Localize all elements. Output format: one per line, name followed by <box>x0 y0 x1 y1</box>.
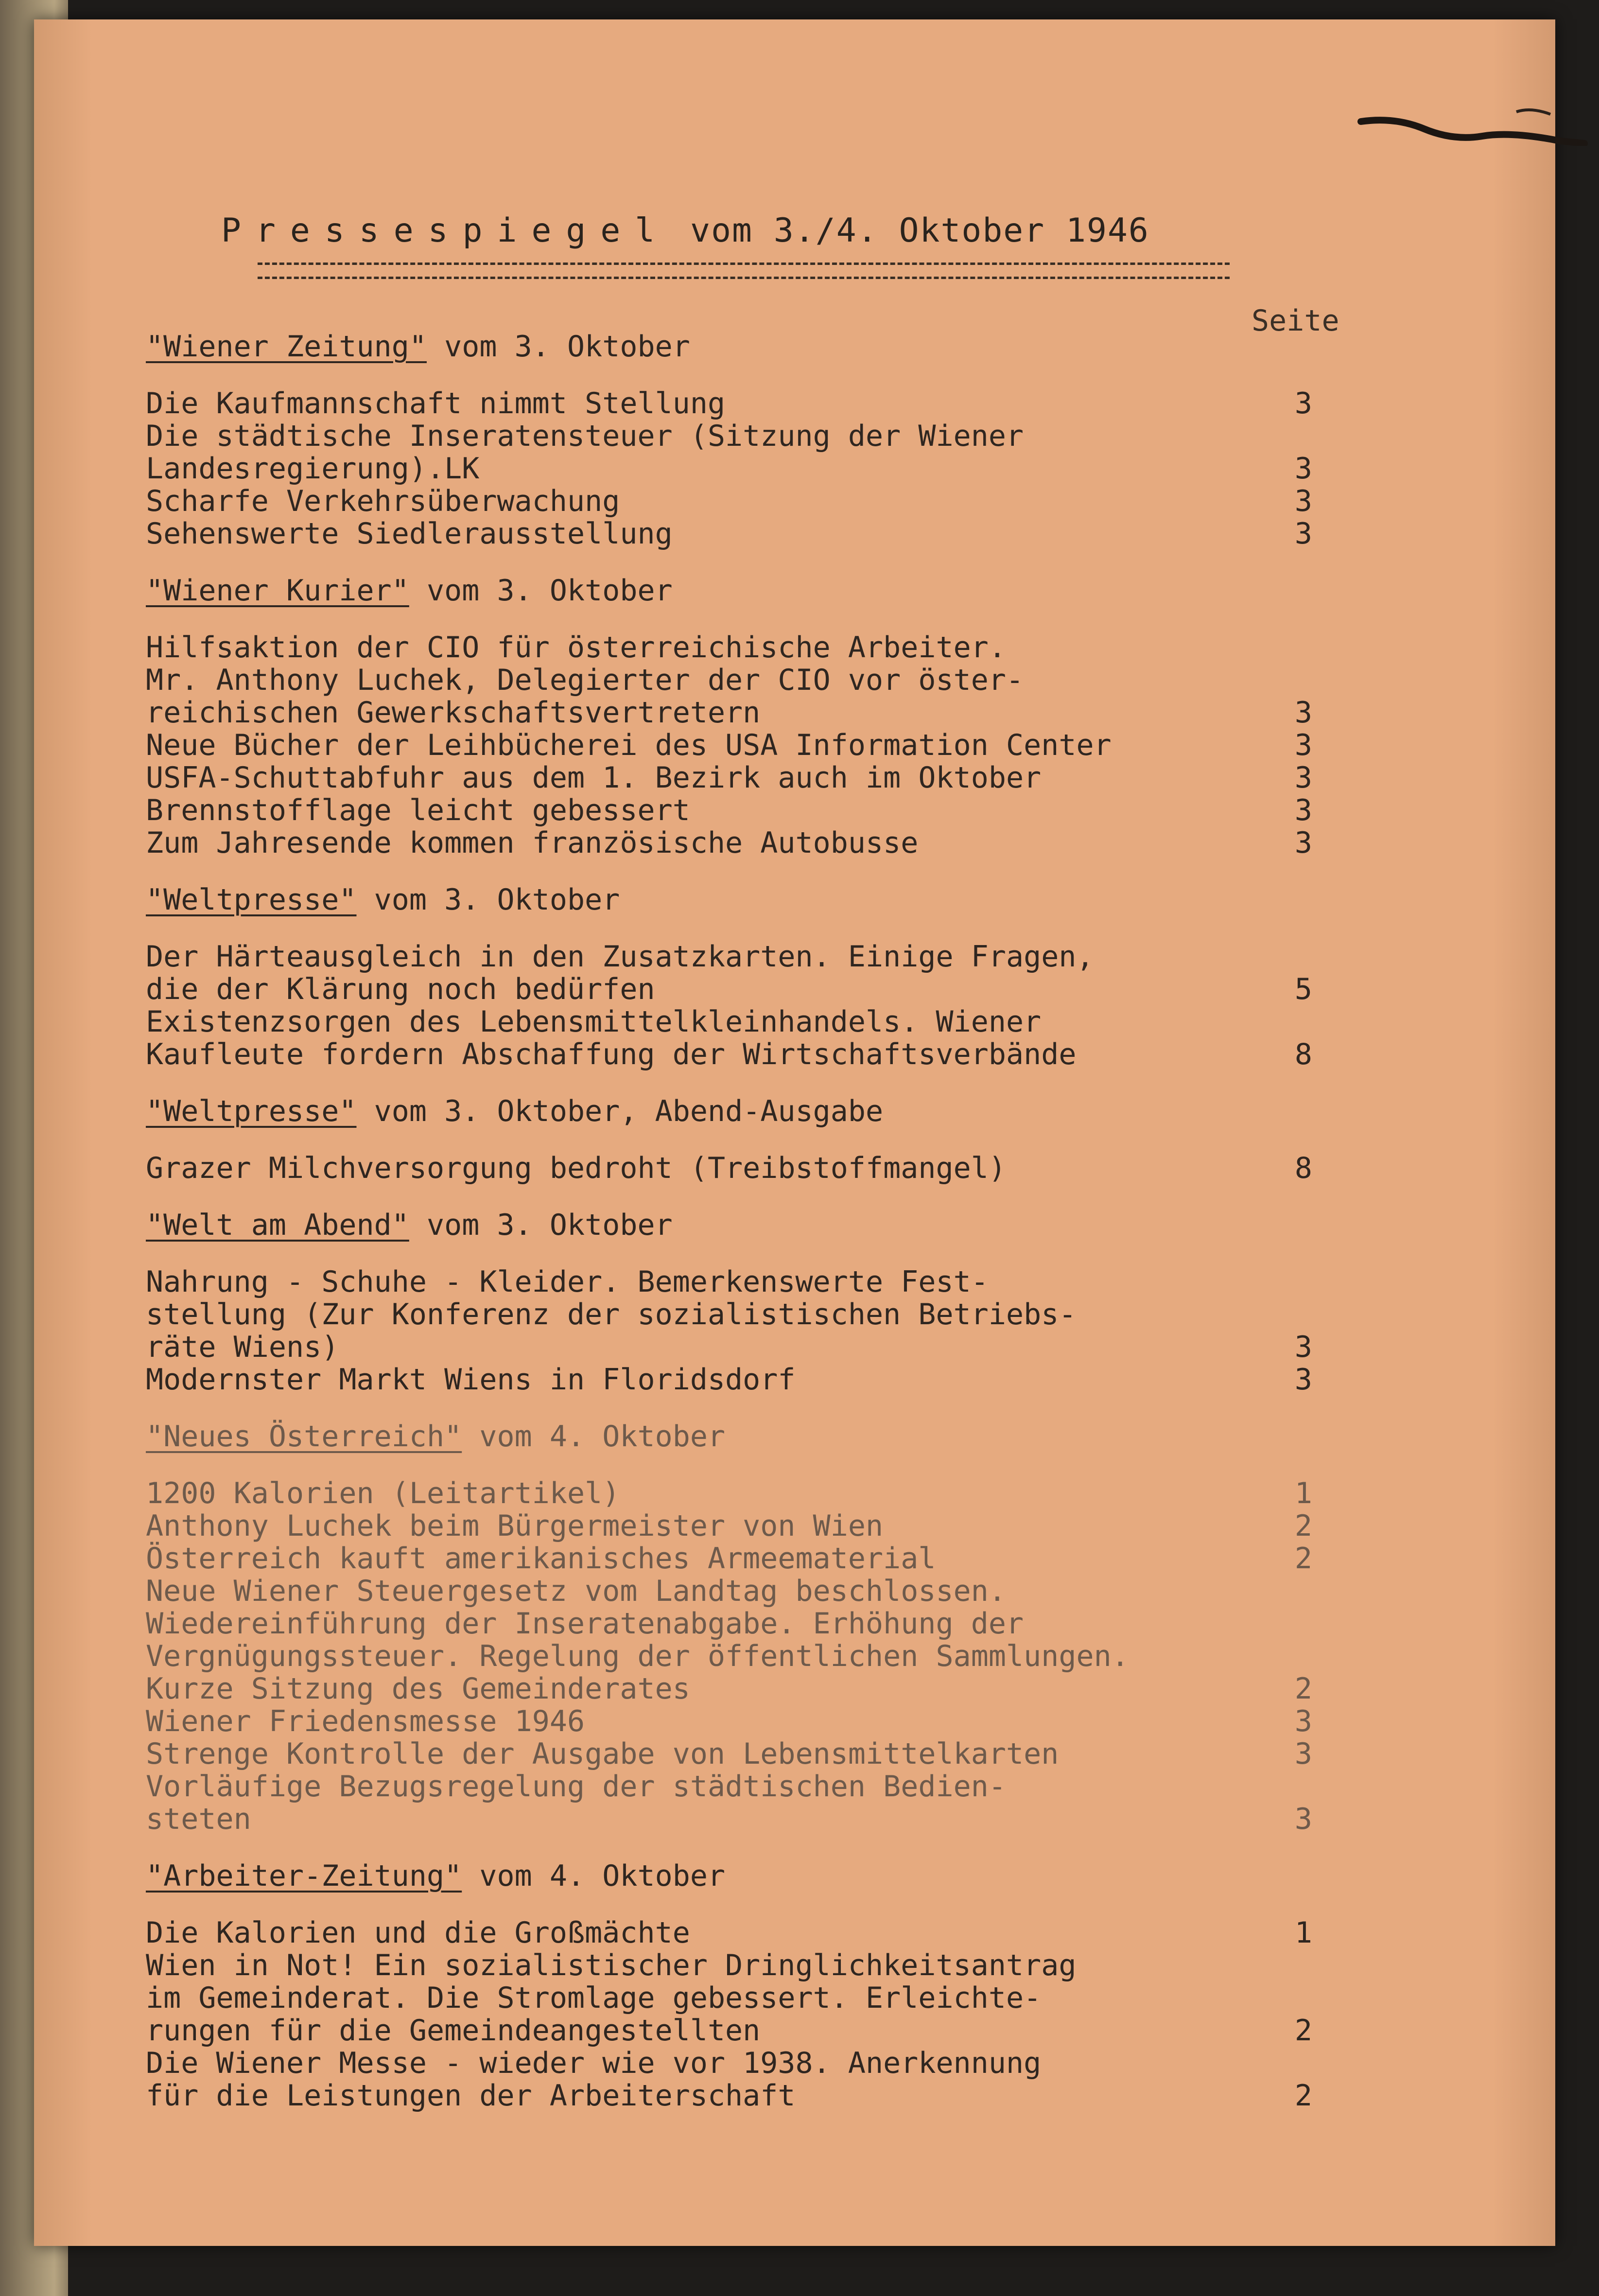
page-number: 2 <box>1294 1509 1312 1543</box>
issue-date: vom 3. Oktober <box>374 883 620 917</box>
press-review-list <box>146 331 1341 2137</box>
article-entry <box>146 1949 1312 2047</box>
article-title: Kurze Sitzung des Gemeinderates <box>146 1672 690 1706</box>
page-number: 3 <box>1294 517 1312 551</box>
page-column-header: Seite <box>1251 304 1339 338</box>
page-number: 3 <box>1294 793 1312 827</box>
article-title: Wiener Friedensmesse 1946 <box>146 1704 585 1738</box>
page-number: 3 <box>1294 761 1312 795</box>
page-number: 5 <box>1294 972 1312 1006</box>
article-entry <box>146 1770 1312 1836</box>
article-title: Existenzsorgen des Lebensmittelkleinhandels. Wiener Kaufleute fordern Abschaffung der Wirtschaftsverbände <box>146 1005 1077 1071</box>
article-title: Der Härteausgleich in den Zusatzkarten. Einige Fragen, die der Klärung noch bedürfen <box>146 940 1094 1006</box>
page-number: 3 <box>1294 1330 1312 1364</box>
newspaper-name: "Neues Österreich" <box>146 1420 462 1454</box>
page-number: 8 <box>1294 1037 1312 1071</box>
page-number: 3 <box>1294 826 1312 860</box>
title-date: vom 3./4. Oktober 1946 <box>690 211 1149 250</box>
article-entry <box>146 941 1312 1006</box>
article-title: Österreich kauft amerikanisches Armeematerial <box>146 1542 936 1576</box>
article-entry <box>146 2047 1312 2112</box>
article-entry <box>146 1477 1312 1510</box>
article-entry <box>146 1152 1312 1185</box>
article-entry <box>146 729 1312 762</box>
section-header <box>146 1095 1341 1128</box>
page-number: 2 <box>1294 1672 1312 1706</box>
article-entry <box>146 1673 1312 1705</box>
newspaper-section <box>146 884 1341 1071</box>
article-title: Grazer Milchversorgung bedroht (Treibstoffmangel) <box>146 1151 1007 1185</box>
article-title: Die Kalorien und die Großmächte <box>146 1916 690 1950</box>
article-title: Strenge Kontrolle der Ausgabe von Lebensmittelkarten <box>146 1737 1059 1771</box>
article-title: Anthony Luchek beim Bürgermeister von Wien <box>146 1509 884 1543</box>
article-entry <box>146 1917 1312 1949</box>
article-entry <box>146 1738 1312 1770</box>
page-number: 3 <box>1294 1363 1312 1397</box>
article-title: Modernster Markt Wiens in Floridsdorf <box>146 1363 796 1397</box>
article-entry <box>146 1266 1312 1364</box>
section-header <box>146 1860 1341 1893</box>
newspaper-section <box>146 331 1341 550</box>
newspaper-name: "Arbeiter-Zeitung" <box>146 1859 462 1893</box>
article-entry <box>146 1705 1312 1738</box>
issue-date: vom 3. Oktober <box>426 1208 673 1242</box>
page-number: 3 <box>1294 386 1312 421</box>
article-entry <box>146 1510 1312 1542</box>
article-title: Wien in Not! Ein sozialistischer Dringlichkeitsantrag im Gemeinderat. Die Stromlage gebessert. Erleichte- rungen für die Gemeindeangestellten <box>146 1948 1077 2048</box>
newspaper-section <box>146 1209 1341 1396</box>
section-header <box>146 331 1341 363</box>
article-title: Zum Jahresende kommen französische Autobusse <box>146 826 919 860</box>
section-header <box>146 575 1341 607</box>
page-number: 2 <box>1294 1542 1312 1576</box>
page-number: 3 <box>1294 728 1312 762</box>
newspaper-name: "Weltpresse" <box>146 883 357 917</box>
page-number: 1 <box>1294 1476 1312 1510</box>
article-entry <box>146 762 1312 794</box>
article-entry <box>146 1006 1312 1071</box>
title-main: Pressespiegel <box>221 211 670 250</box>
article-title: Neue Bücher der Leihbücherei des USA Information Center <box>146 728 1112 762</box>
newspaper-name: "Weltpresse" <box>146 1094 357 1128</box>
ink-mark <box>1356 102 1589 146</box>
newspaper-section <box>146 1420 1341 1836</box>
issue-date: vom 3. Oktober <box>426 574 673 608</box>
article-title: Neue Wiener Steuergesetz vom Landtag beschlossen. Wiedereinführung der Inseratenabgabe. Erhöhung der Vergnügungssteuer. Regelung der öffentlichen Sammlungen. <box>146 1574 1129 1673</box>
section-header <box>146 884 1341 916</box>
issue-date: vom 4. Oktober <box>479 1859 726 1893</box>
article-title: Vorläufige Bezugsregelung der städtischen Bedien- steten <box>146 1770 1007 1836</box>
newspaper-section <box>146 575 1341 859</box>
section-header <box>146 1420 1341 1453</box>
page-number: 3 <box>1294 696 1312 730</box>
newspaper-section <box>146 1860 1341 2112</box>
article-title: Brennstofflage leicht gebessert <box>146 793 690 827</box>
article-entry <box>146 794 1312 827</box>
issue-date: vom 4. Oktober <box>479 1420 726 1454</box>
page-number: 1 <box>1294 1916 1312 1950</box>
page-number: 2 <box>1294 2079 1312 2113</box>
article-entry <box>146 1575 1312 1673</box>
article-title: Die städtische Inseratensteuer (Sitzung der Wiener Landesregierung).LK <box>146 419 1024 486</box>
article-title: Die Wiener Messe - wieder wie vor 1938. Anerkennung für die Leistungen der Arbeiterschaft <box>146 2046 1042 2113</box>
page-number: 3 <box>1294 1737 1312 1771</box>
page-number: 8 <box>1294 1151 1312 1185</box>
title-double-rule <box>258 263 1230 279</box>
section-header <box>146 1209 1341 1242</box>
article-title: USFA-Schuttabfuhr aus dem 1. Bezirk auch im Oktober <box>146 761 1042 795</box>
article-title: Hilfsaktion der CIO für österreichische Arbeiter. Mr. Anthony Luchek, Delegierter der CIO vor öster- reichischen Gewerkschaftsvertretern <box>146 631 1024 730</box>
article-entry <box>146 631 1312 729</box>
page-number: 3 <box>1294 484 1312 518</box>
article-entry <box>146 827 1312 859</box>
article-title: Die Kaufmannschaft nimmt Stellung <box>146 386 726 421</box>
page-number: 3 <box>1294 452 1312 486</box>
newspaper-section <box>146 1095 1341 1185</box>
article-title: 1200 Kalorien (Leitartikel) <box>146 1476 620 1510</box>
article-entry <box>146 1364 1312 1396</box>
article-entry <box>146 485 1312 518</box>
article-entry <box>146 518 1312 550</box>
article-title: Nahrung - Schuhe - Kleider. Bemerkenswerte Fest- stellung (Zur Konferenz der sozialistischen Betriebs- räte Wiens) <box>146 1265 1077 1364</box>
newspaper-name: "Welt am Abend" <box>146 1208 409 1242</box>
page-title <box>221 211 1266 250</box>
page-number: 2 <box>1294 2014 1312 2048</box>
issue-date: vom 3. Oktober <box>444 330 690 364</box>
article-entry <box>146 387 1312 420</box>
article-title: Scharfe Verkehrsüberwachung <box>146 484 620 518</box>
article-entry <box>146 420 1312 485</box>
newspaper-name: "Wiener Zeitung" <box>146 330 427 364</box>
page-number: 3 <box>1294 1802 1312 1836</box>
page-number: 3 <box>1294 1704 1312 1738</box>
issue-date: vom 3. Oktober, Abend-Ausgabe <box>374 1094 884 1128</box>
article-entry <box>146 1542 1312 1575</box>
newspaper-name: "Wiener Kurier" <box>146 574 409 608</box>
article-title: Sehenswerte Siedlerausstellung <box>146 517 673 551</box>
